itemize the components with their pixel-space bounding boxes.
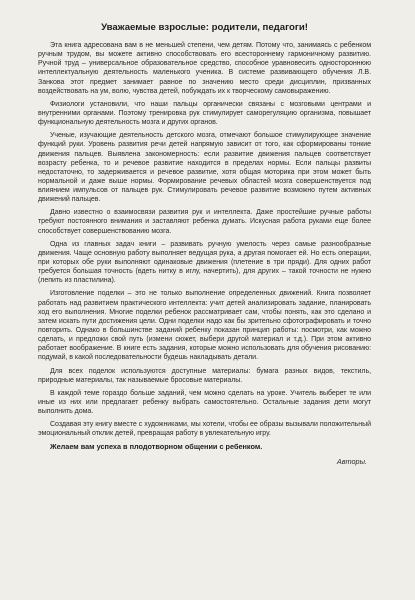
authors-signature: Авторы. (336, 456, 367, 466)
paragraph-8: В каждой теме гораздо больше заданий, чем можно сделать на уроке. Учитель выберет те или иные из них или предлагает ребенку выбрать самостоятельно. Остальные задания дети могут выполнить дома. (38, 389, 371, 416)
paragraph-9: Создавая эту книгу вместе с художниками, мы хотели, чтобы ее образы вызывали положительный эмоциональный отклик детей, превращая работу в увлекательную игру. (38, 421, 371, 438)
paragraph-7: Для всех поделок используются доступные материалы: бумага разных видов, текстиль, природные материалы, так называемые бросовые материалы. (38, 367, 371, 384)
paragraph-3: Ученые, изучающие деятельность детского мозга, отмечают большое стимулирующее значение функций руки. Уровень развития речи детей напрямую зависит от того, как сформированы тонкие движения пальцев. Выявлена закономерность: если развитие движения пальцев соответствует возрасту ребенка, то и речевое развитие находится в пределах нормы. Если пальцы развиты недостаточно, то задерживается и речевое развитие, хотя общая моторика при этом может быть нормальной и даже выше нормы. Формирование речевых областей мозга совершенствуется под влиянием импульсов от пальцев рук. Стимулировать речевое развитие возможно путем активных движений пальцев. (38, 132, 371, 204)
paragraph-4: Давно известно о взаимосвязи развития рук и интеллекта. Даже простейшие ручные работы требуют постоянного внимания и заставляют ребенка думать. Искусная работа руками еще более способствует совершенствованию мозга. (38, 209, 371, 235)
page-title: Уважаемые взрослые: родители, педагоги! (101, 22, 308, 33)
paragraph-1: Эта книга адресована вам в не меньшей степени, чем детям. Потому что, занимаясь с ребенком ручным трудом, вы можете активно способствовать его всестороннему гармоничному развитию. Ручной труд – универсальное образовательное средство, способное уравновесить одностороннюю интеллектуальную деятельность маленького ученика. В системе развивающего обучения Л.В. Занкова этот предмет занимает равное по значению место среди дисциплин, призванных воздействовать на ум, волю, чувства детей, побуждать их к творческому самовыражению. (38, 42, 371, 95)
paragraph-5: Одна из главных задач книги – развивать ручную умелость через самые разнообразные движения. Чаще основную работу выполняет ведущая рука, а другая помогает ей. Но есть операции, при которых обе руки выполняют одинаковые движения (плетение в три пряди). Для одних работ требуется большая точность (вдеть нитку в иглу, начертить), для других – такой точности не нужно (лепить из пластилина). (38, 240, 371, 285)
paragraph-6: Изготовление поделки – это не только выполнение определенных движений. Книга позволяет работать над развитием практического интеллекта: учит детей анализировать задание, планировать ход его выполнения. Многие поделки ребенок рассматривает сам, чтобы понять, как это сделано и затем искать пути достижения цели. Одни поделки надо как бы зрительно сфотографировать и точно повторить. Однако в большинстве заданий ребенку показан принцип работы: посмотри, как можно сделать, и предложи свой путь (измени сюжет, выбери другой материал и т.д.). При этом активно работает воображение. В книге есть задания, которые можно использовать для обучения рисованию: подумай, в какой последовательности будешь накладывать детали. (38, 290, 371, 362)
closing-wish: Желаем вам успеха в плодотворном общении с ребенком. (50, 442, 263, 452)
paragraph-2: Физиологи установили, что наши пальцы органически связаны с мозговыми центрами и внутренними органами. Поэтому тренировка рук стимулирует саморегуляцию организма, повышает функциональную деятельность мозга и других органов. (38, 100, 371, 127)
